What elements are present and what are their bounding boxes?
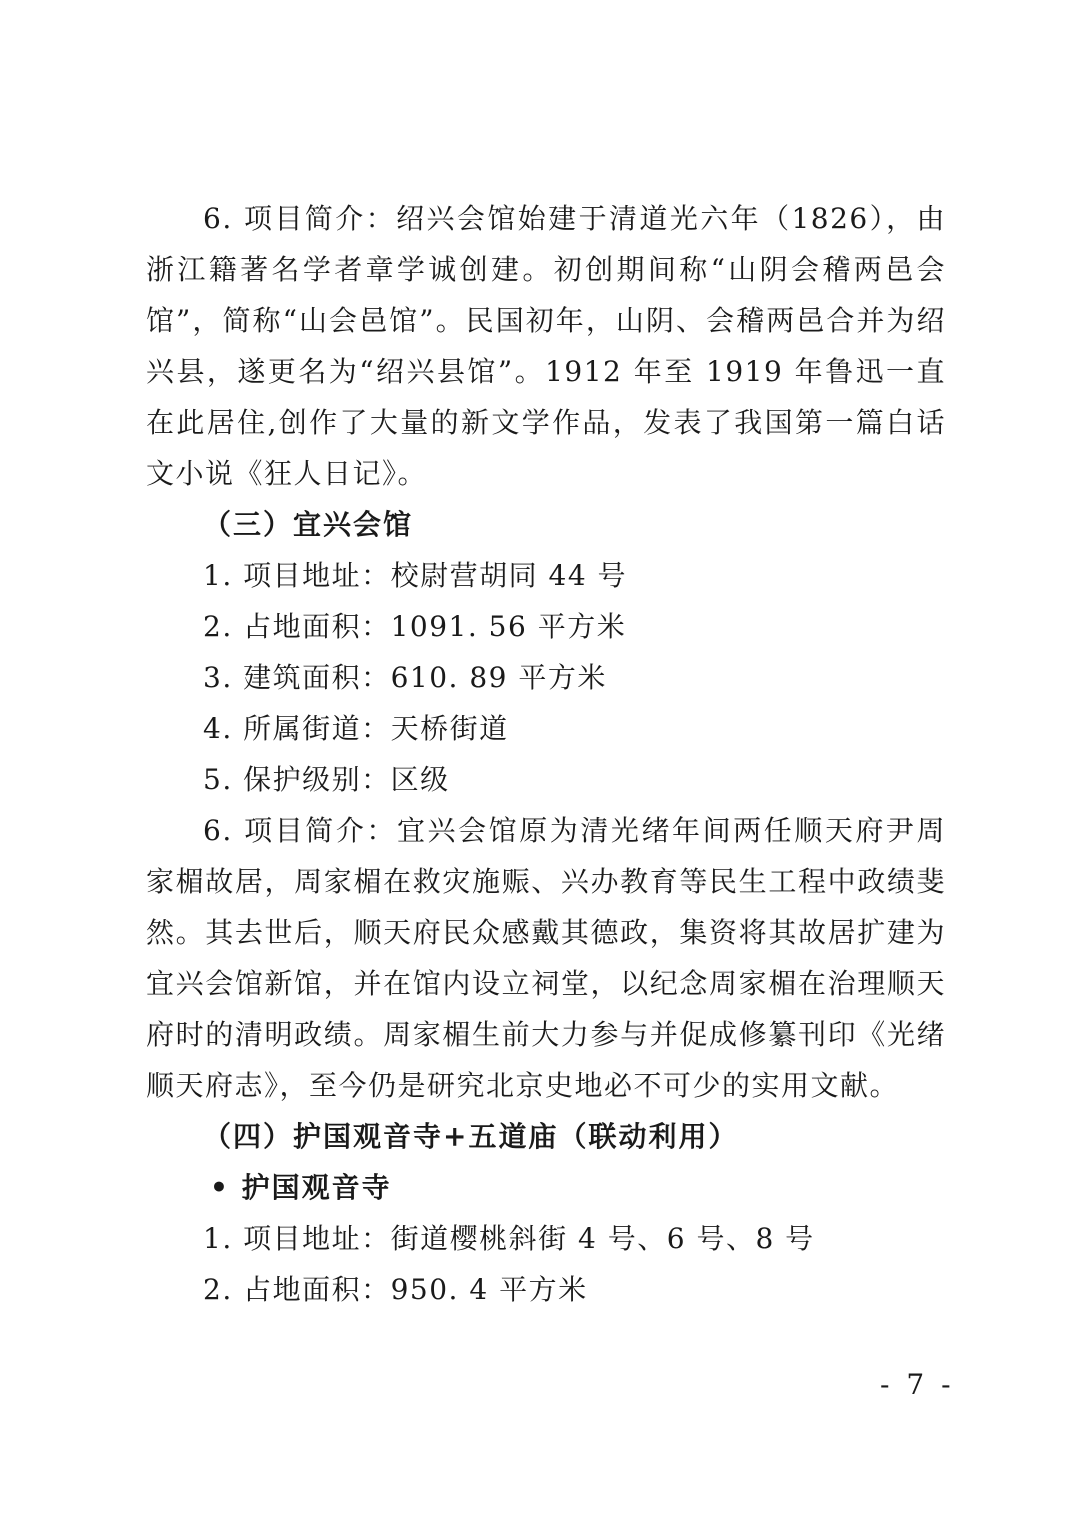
huguo-address-item: 1. 项目地址：街道樱桃斜街 4 号、6 号、8 号 bbox=[203, 1222, 815, 1255]
yixing-intro-paragraph: 6. 项目简介：宜兴会馆原为清光绪年间两任顺天府尹周家楣故居，周家楣在救灾施赈、兴办教育等民生工程中政绩斐然。其去世后，顺天府民众感戴其德政，集资将其故居扩建为宜兴会馆新馆，并在馆内设立祠堂，以纪念周家楣在治理顺天府时的清明政绩。周家楣生前大力参与并促成修纂刊印《光绪顺天府志》，至今仍是研究北京史地必不可少的实用文献。 bbox=[146, 814, 946, 1102]
section-heading-yixing: （三）宜兴会馆 bbox=[203, 508, 414, 541]
huguo-land-area-item: 2. 占地面积：950. 4 平方米 bbox=[203, 1273, 588, 1306]
bullet-heading-huguo-temple: • 护国观音寺 bbox=[210, 1171, 392, 1204]
yixing-address-item: 1. 项目地址：校尉营胡同 44 号 bbox=[203, 559, 628, 592]
yixing-building-area-item: 3. 建筑面积：610. 89 平方米 bbox=[203, 661, 607, 694]
page-number: - 7 - bbox=[880, 1368, 955, 1401]
yixing-protection-level-item: 5. 保护级别：区级 bbox=[203, 763, 450, 796]
document-body bbox=[146, 193, 946, 1315]
section-heading-huguo: （四）护国观音寺+五道庙（联动利用） bbox=[203, 1120, 739, 1153]
yixing-street-item: 4. 所属街道：天桥街道 bbox=[203, 712, 509, 745]
yixing-land-area-item: 2. 占地面积：1091. 56 平方米 bbox=[203, 610, 627, 643]
shaoxing-intro-paragraph: 6. 项目简介：绍兴会馆始建于清道光六年（1826），由浙江籍著名学者章学诚创建。初创期间称“山阴会稽两邑会馆”，简称“山会邑馆”。民国初年，山阴、会稽两邑合并为绍兴县，遂更名为“绍兴县馆”。1912 年至 1919 年鲁迅一直在此居住,创作了大量的新文学作品，发表了我国第一篇白话文小说《狂人日记》。 bbox=[146, 202, 946, 490]
